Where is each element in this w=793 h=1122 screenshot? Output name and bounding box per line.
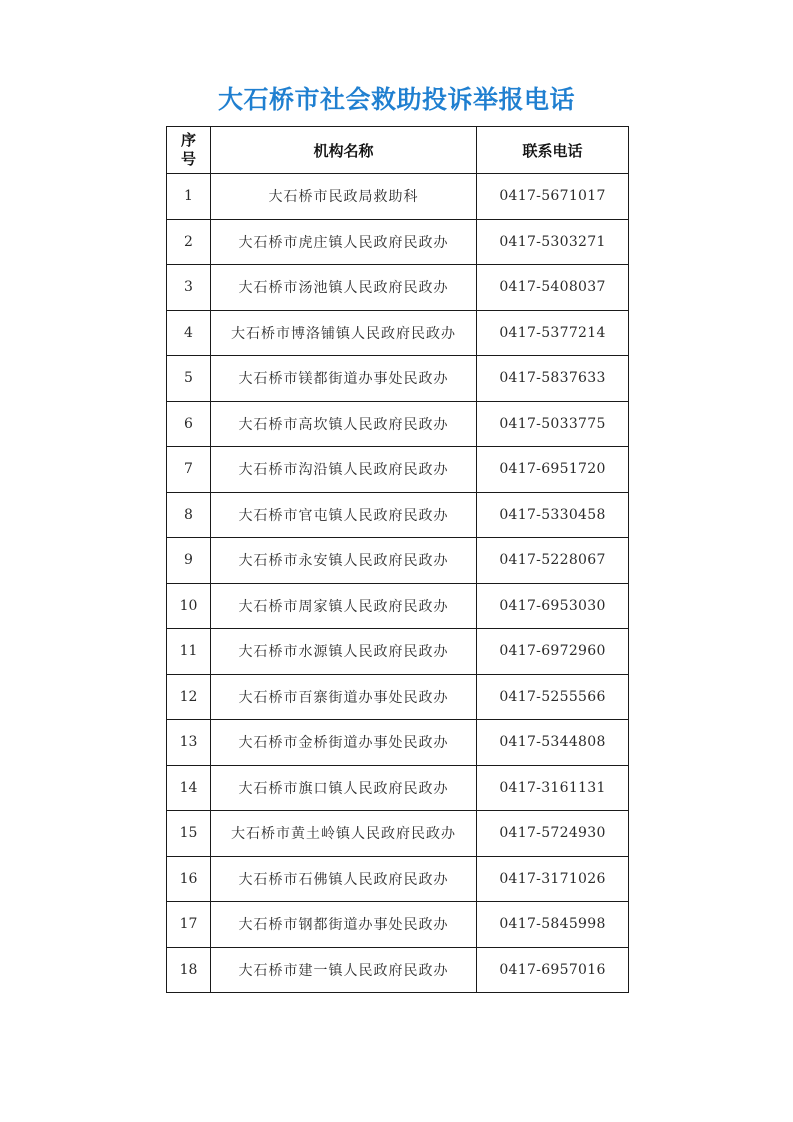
row-contact-phone: 0417-5724930 [477, 811, 629, 857]
row-contact-phone: 0417-6972960 [477, 629, 629, 675]
complaint-hotline-table [166, 126, 629, 993]
row-serial-number: 16 [167, 856, 211, 902]
row-contact-phone: 0417-5228067 [477, 538, 629, 584]
row-contact-phone: 0417-5033775 [477, 401, 629, 447]
table-row [167, 356, 629, 402]
table-row [167, 674, 629, 720]
row-serial-number: 3 [167, 265, 211, 311]
row-organization-name: 大石桥市汤池镇人民政府民政办 [211, 265, 477, 311]
row-organization-name: 大石桥市旗口镇人民政府民政办 [211, 765, 477, 811]
row-contact-phone: 0417-6957016 [477, 947, 629, 993]
table-header-row [167, 127, 629, 174]
row-serial-number: 9 [167, 538, 211, 584]
row-contact-phone: 0417-5344808 [477, 720, 629, 766]
header-organization-name: 机构名称 [211, 127, 477, 174]
row-organization-name: 大石桥市沟沿镇人民政府民政办 [211, 447, 477, 493]
row-contact-phone: 0417-5837633 [477, 356, 629, 402]
row-organization-name: 大石桥市官屯镇人民政府民政办 [211, 492, 477, 538]
row-serial-number: 6 [167, 401, 211, 447]
table-row [167, 720, 629, 766]
row-contact-phone: 0417-6953030 [477, 583, 629, 629]
row-serial-number: 1 [167, 174, 211, 220]
header-serial-number [167, 127, 211, 174]
table-body [167, 174, 629, 993]
row-serial-number: 17 [167, 902, 211, 948]
row-organization-name: 大石桥市博洛铺镇人民政府民政办 [211, 310, 477, 356]
row-organization-name: 大石桥市周家镇人民政府民政办 [211, 583, 477, 629]
table-row [167, 902, 629, 948]
table-row [167, 583, 629, 629]
row-organization-name: 大石桥市百寨街道办事处民政办 [211, 674, 477, 720]
row-organization-name: 大石桥市黄土岭镇人民政府民政办 [211, 811, 477, 857]
row-serial-number: 5 [167, 356, 211, 402]
row-organization-name: 大石桥市石佛镇人民政府民政办 [211, 856, 477, 902]
row-serial-number: 4 [167, 310, 211, 356]
header-serial-number-line1: 序 [180, 131, 196, 149]
row-organization-name: 大石桥市建一镇人民政府民政办 [211, 947, 477, 993]
table-row [167, 447, 629, 493]
table-row [167, 219, 629, 265]
table-row [167, 811, 629, 857]
row-serial-number: 8 [167, 492, 211, 538]
row-contact-phone: 0417-5377214 [477, 310, 629, 356]
row-contact-phone: 0417-5330458 [477, 492, 629, 538]
row-contact-phone: 0417-5255566 [477, 674, 629, 720]
row-organization-name: 大石桥市钢都街道办事处民政办 [211, 902, 477, 948]
row-serial-number: 12 [167, 674, 211, 720]
row-contact-phone: 0417-5303271 [477, 219, 629, 265]
row-serial-number: 13 [167, 720, 211, 766]
row-serial-number: 14 [167, 765, 211, 811]
row-serial-number: 11 [167, 629, 211, 675]
row-contact-phone: 0417-3161131 [477, 765, 629, 811]
row-contact-phone: 0417-5845998 [477, 902, 629, 948]
table-row [167, 856, 629, 902]
table-row [167, 174, 629, 220]
table-row [167, 947, 629, 993]
row-organization-name: 大石桥市金桥街道办事处民政办 [211, 720, 477, 766]
row-organization-name: 大石桥市镁都街道办事处民政办 [211, 356, 477, 402]
table-row [167, 265, 629, 311]
table-row [167, 765, 629, 811]
table-row [167, 492, 629, 538]
row-organization-name: 大石桥市虎庄镇人民政府民政办 [211, 219, 477, 265]
table-row [167, 401, 629, 447]
row-organization-name: 大石桥市高坎镇人民政府民政办 [211, 401, 477, 447]
header-contact-phone: 联系电话 [477, 127, 629, 174]
table-row [167, 629, 629, 675]
header-serial-number-line2: 号 [180, 150, 196, 168]
row-contact-phone: 0417-6951720 [477, 447, 629, 493]
row-contact-phone: 0417-5671017 [477, 174, 629, 220]
row-serial-number: 10 [167, 583, 211, 629]
table-row [167, 310, 629, 356]
row-organization-name: 大石桥市水源镇人民政府民政办 [211, 629, 477, 675]
row-contact-phone: 0417-5408037 [477, 265, 629, 311]
row-serial-number: 15 [167, 811, 211, 857]
page-title: 大石桥市社会救助投诉举报电话 [217, 85, 575, 114]
row-organization-name: 大石桥市民政局救助科 [211, 174, 477, 220]
row-serial-number: 7 [167, 447, 211, 493]
row-serial-number: 18 [167, 947, 211, 993]
row-serial-number: 2 [167, 219, 211, 265]
table-row [167, 538, 629, 584]
row-organization-name: 大石桥市永安镇人民政府民政办 [211, 538, 477, 584]
row-contact-phone: 0417-3171026 [477, 856, 629, 902]
